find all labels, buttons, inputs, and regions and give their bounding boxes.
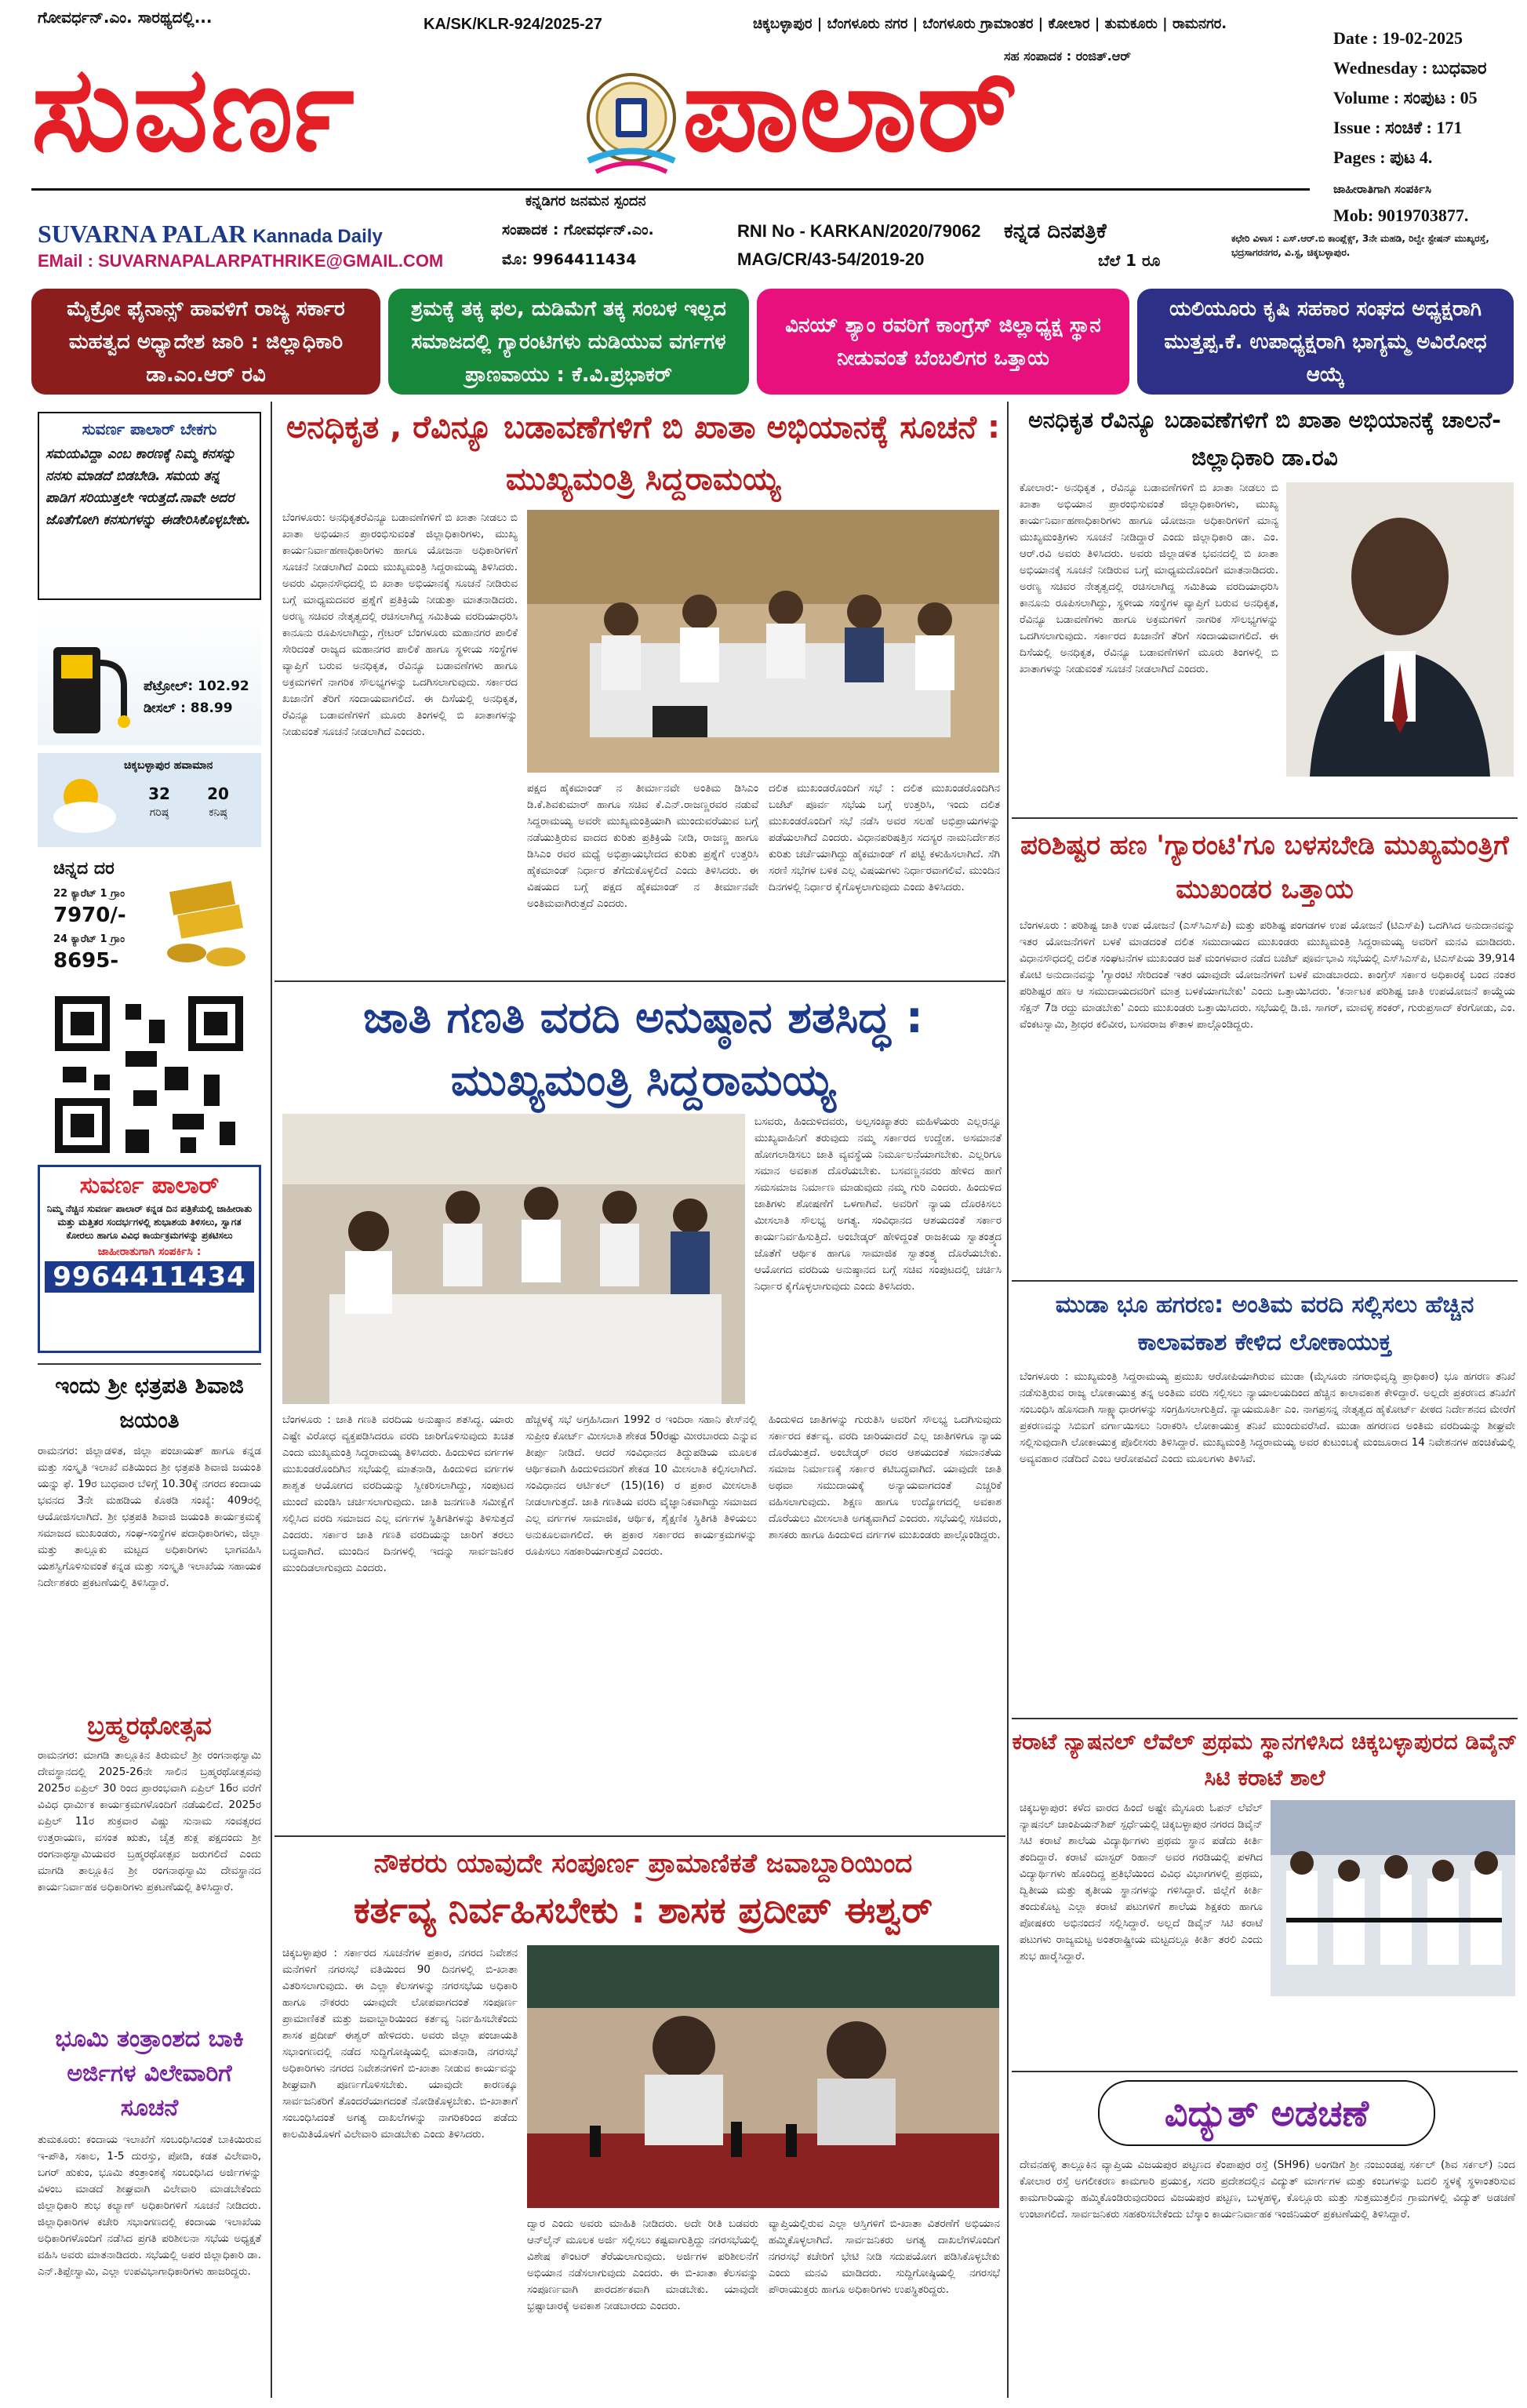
caste-column-1: ಬೆಂಗಳೂರು : ಜಾತಿ ಗಣತಿ ವರದಿಯ ಅನುಷ್ಠಾನ ಶತಸಿದ್ಧ. ಯಾರು ಎಷ್ಟೇ ವಿರೋಧ ವ್ಯಕ್ತಪಡಿಸಿದರೂ ವರದಿ ಜಾರಿಗೊಳಿಸುವುದು ಖಚಿತ ಎಂದು ಮುಖ್ಯಮಂತ್ರಿ ಸಿದ್ದರಾಮಯ್ಯ ತಿಳಿಸಿದರು. ಹಿಂದುಳಿದ ವರ್ಗಗಳ ಮುಖಂಡರೊಂದಿಗಿನ ಸಭೆಯಲ್ಲಿ ಮಾತನಾಡಿ, ಹಿಂದುಳಿದ ವರ್ಗಗಳ ಶಾಶ್ವತ ಆಯೋಗದ ವರದಿಯನ್ನು ಸ್ವೀಕರಿಸಲಾಗಿದ್ದು, ಸಂಪುಟದ ಮುಂದೆ ಮಂಡಿಸಿ ಚರ್ಚಿಸಲಾಗುವುದು. ಜಾತಿ ಜನಗಣತಿ ಸಮೀಕ್ಷೆಗೆ ಸಲ್ಲಿಸಿದ ವರದಿ ಸಮಾಜದ ಎಲ್ಲ ವರ್ಗಗಳ ಸ್ಥಿತಿಗತಿಗಳನ್ನು ತಿಳಿಸುತ್ತದೆ ಎಂದರು. ಸರ್ಕಾರ ಜಾತಿ ಗಣತಿ ವರದಿಯನ್ನು ಜಾರಿಗೆ ತರಲು ಬದ್ಧವಾಗಿದೆ. ಮುಂದಿನ ದಿನಗಳಲ್ಲಿ ಇದನ್ನು ಸಾರ್ವಜನಿಕರ ಮುಂದಿಡಲಾಗುವುದು ಎಂದರು. (282, 1413, 514, 1574)
masthead-title-left: ಸುವರ್ಣ (31, 42, 356, 178)
ad-contact-note: ಜಾಹೀರಾತಿಗಾಗಿ ಸಂಪರ್ಕಿಸಿ (1333, 182, 1431, 196)
naukar-column-1: ಚಿಕ್ಕಬಳ್ಳಾಪುರ : ಸರ್ಕಾರದ ಸೂಚನೆಗಳ ಪ್ರಕಾರ, ನಗರದ ನಿವೇಶನ ಮನೆಗಳಿಗೆ ನಗರಸಭೆ ವತಿಯಿಂದ 90 ದಿನಗಳಲ್ಲಿ ಬಿ-ಖಾತಾ ವಿತರಿಸಲಾಗುವುದು. ಈ ಎಲ್ಲಾ ಕೆಲಸಗಳನ್ನು ನಗರಸಭೆಯ ಅಧಿಕಾರಿ ಹಾಗೂ ನೌಕರರು ಯಾವುದೇ ಲೋಪವಾಗದಂತೆ ಸಂಪೂರ್ಣ ಪ್ರಾಮಾಣಿಕತೆ ಮತ್ತು ಜವಾಬ್ದಾರಿಯಿಂದ ಕರ್ತವ್ಯ ನಿರ್ವಹಿಸಬೇಕೆಂದು ಶಾಸಕ ಪ್ರದೀಪ್ ಈಶ್ವರ್ ಹೇಳಿದರು. ಅವರು ಜಿಲ್ಲಾ ಪಂಚಾಯತಿ ಸಭಾಂಗಣದಲ್ಲಿ ನಡೆದ ಸುದ್ದಿಗೋಷ್ಠಿಯಲ್ಲಿ ಮಾತನಾಡಿ, ನಗರಸಭೆ ಅಧಿಕಾರಿಗಳು ನಗರದ ನಿವೇಶನಗಳಿಗೆ ಬಿ-ಖಾತಾ ನೀಡುವ ಕಾರ್ಯವನ್ನು ಶೀಘ್ರವಾಗಿ ಪೂರ್ಣಗೊಳಿಸಬೇಕು. ಯಾವುದೇ ಕಾರಣಕ್ಕೂ ಸಾರ್ವಜನಿಕರಿಗೆ ತೊಂದರೆಯಾಗದಂತೆ ನೋಡಿಕೊಳ್ಳಬೇಕು. ಬಿ-ಖಾತಾಗೆ ಸಂಬಂಧಿಸಿದಂತೆ ಅಗತ್ಯ ದಾಖಲೆಗಳನ್ನು ನಾಗರಿಕರಿಂದ ಪಡೆದು ಕಾಲಮಿತಿಯೊಳಗೆ ವಿಲೇವಾರಿ ಮಾಡಬೇಕು ಎಂದು ತಿಳಿಸಿದರು. (282, 1947, 518, 2141)
brand-english-sub: Kannada Daily (253, 226, 383, 247)
right-story-5-text: ದೇವನಹಳ್ಳಿ ತಾಲ್ಲೂಕಿನ ವ್ಯಾಪ್ತಿಯ ವಿಜಯಪುರ ಪಟ್ಟಣದ ಕೆಂಪಾಪುರ ರಸ್ತೆ (SH96) ಅಂಗಡಿಗೆ ಶ್ರೀ ನಂಜುಂಡಪ್ಪ ಸರ್ಕಲ್ (ಶಿವ ಸರ್ಕಲ್) ನಿಂದ ಕೋಲಾರ ರಸ್ತೆ ಅಗಲೀಕರಣ ಕಾಮಗಾರಿ ಪ್ರಯುಕ್ತ, ಸದರಿ ಪ್ರದೇಶದಲ್ಲಿನ ವಿದ್ಯುತ್ ಮಾರ್ಗಗಳ ಮತ್ತು ಕಂಬಗಳನ್ನು ಬದಲಿ ಸ್ಥಳಕ್ಕೆ ಸ್ಥಳಾಂತರಿಸುವ ಕಾಮಗಾರಿಯನ್ನು ಹಮ್ಮಿಕೊಂಡಿರುವುದರಿಂದ ವಿಜಯಪುರ ಪಟ್ಟಣ, ಬುಳ್ಳಹಳ್ಳಿ, ಕೊಲ್ಲೂರು ಮತ್ತು ಸುತ್ತಮುತ್ತಲಿನ ಗ್ರಾಮಗಳಲ್ಲಿ ವಿದ್ಯುತ್ ಅಡಚಣೆ ಉಂಟಾಗಲಿದೆ. ಸಾರ್ವಜನಿಕರು ಸಹಕರಿಸಬೇಕೆಂದು ಬೆಸ್ಕಾಂ ಕಾರ್ಯನಿರ್ವಾಹಕ ಇಂಜಿನಿಯರ್ ಪ್ರಕಟಣೆಯಲ್ಲಿ ತಿಳಿಸಿದ್ದಾರೆ. (1020, 2159, 1515, 2221)
gold-coins-icon (155, 863, 257, 973)
issue-date: Date : 19-02-2025 (1333, 28, 1463, 48)
lead-column-1: ಬೆಂಗಳೂರು: ಅನಧಿಕೃತರೆವಿನ್ಯೂ ಬಡಾವಣೆಗಳಿಗೆ ಬಿ ಖಾತಾ ನೀಡಲು ಬಿ ಖಾತಾ ಅಭಿಯಾನ ಪ್ರಾರಂಭಿಸುವಂತೆ ಜಿಲ್ಲಾಧಿಕಾರಿಗಳು, ಮುಖ್ಯ ಕಾರ್ಯನಿರ್ವಾಹಣಾಧಿಕಾರಿಗಳು ಹಾಗೂ ಯೋಜನಾ ಅಧಿಕಾರಿಗಳಿಗೆ ಸೂಚನೆ ನೀಡಲಾಗಿದೆ ಎಂದು ಮುಖ್ಯಮಂತ್ರಿ ಸಿದ್ದರಾಮಯ್ಯ ತಿಳಿಸಿದರು. ಅವರು ವಿಧಾನಸೌಧದಲ್ಲಿ ಬಿ ಖಾತಾ ಅಭಿಯಾನಕ್ಕೆ ಸೂಚನೆ ನೀಡಿರುವ ಬಗ್ಗೆ ಮಾಧ್ಯಮದವರ ಪ್ರಶ್ನೆಗೆ ಪ್ರತಿಕ್ರಿಯೆ ನೀಡುತ್ತಾ ಮಾತನಾಡಿದರು. ಅರಣ್ಯ ಸಚಿವರ ನೇತೃತ್ವದಲ್ಲಿ ರಚಿಸಲಾಗಿದ್ದ ಸಮಿತಿಯ ವರದಿಯಾಧರಿಸಿ ಕಾನೂನು ರೂಪಿಸಲಾಗಿದ್ದು, ಗ್ರೇಟರ್ ಬೆಂಗಳೂರು ಮಹಾನಗರ ಪಾಲಿಕೆ ಸೇರಿದಂತೆ ರಾಜ್ಯದ ಮಹಾನಗರ ಪಾಲಿಕೆ ಹಾಗೂ ಸ್ಥಳೀಯ ಸಂಸ್ಥೆಗಳ ವ್ಯಾಪ್ತಿಗೆ ಬರುವ ಅನಧಿಕೃತ, ರೆವಿನ್ಯೂ ಬಡಾವಣೆಗಳು ಹಾಗೂ ಅಕ್ರಮಗಳಿಗೆ ನಾಗರಿಕ ಸೌಲಭ್ಯಗಳನ್ನು ಒದಗಿಸಲಾಗುವುದು. ಸರ್ಕಾರದ ಖಜಾನೆಗೆ ತೆರಿಗೆ ಸಂದಾಯವಾಗಲಿದೆ. ಈ ದಿಸೆಯಲ್ಲಿ ಅನಧಿಕೃತ, ರೆವಿನ್ಯೂ ಬಡಾವಣೆಗಳಿಗೆ ಮೂರು ತಿಂಗಳಲ್ಲಿ ಬಿ ಖಾತಾಗಳನ್ನು ನೀಡುವಂತೆ ಸೂಚನೆ ನೀಡಲಾಗಿದೆ ಎಂದರು. (282, 511, 518, 738)
emblem-icon (573, 67, 690, 184)
right-story-5-headline: ವಿದ್ಯುತ್ ಅಡಚಣೆ (1098, 2080, 1435, 2146)
gold-22k-value: 7970/- (53, 904, 126, 927)
notice-body: ಸಮಯವಿದ್ದಾ ಎಂಬ ಕಾರಣಕ್ಕೆ ನಿಮ್ಮ ಕನಸನ್ನು ನನಸು ಮಾಡದೆ ಬಿಡಬೇಡಿ. ಸಮಯ ತನ್ನ ಪಾಡಿಗ ಸರಿಯುತ್ತಲೇ ಇರುತ್ತದೆ.ನಾವೇ ಅದರ ಜೊತೆಗೋಗಿ ಕನಸುಗಳನ್ನು ಈಡೇರಿಸಿಕೊಳ್ಳಬೇಕು. (45, 446, 251, 528)
caste-column-right: ಬಸವರು, ಹಿಂದುಳಿದವರು, ಅಲ್ಪಸಂಖ್ಯಾತರು ಮಹಿಳೆಯರು ಎಲ್ಲರನ್ನೂ ಮುಖ್ಯವಾಹಿನಿಗೆ ತರುವುದು ನಮ್ಮ ಸರ್ಕಾರದ ಉದ್ದೇಶ. ಅಸಮಾನತೆ ಹೋಗಲಾಡಿಸಲು ಜಾತಿ ವ್ಯವಸ್ಥೆಯ ನಿರ್ಮೂಲನೆಯಾಗಬೇಕು. ಎಲ್ಲರಿಗೂ ಸಮಾನ ಅವಕಾಶ ದೊರೆಯಬೇಕು. ಬಸವಣ್ಣನವರು ಹೇಳಿದ ಹಾಗೆ ಸಮಸಮಾಜ ನಿರ್ಮಾಣ ಮಾಡುವುದು ನಮ್ಮ ಗುರಿ ಎಂದರು. ಹಿಂದುಳಿದ ಜಾತಿಗಳು ಶೋಷಣೆಗೆ ಒಳಗಾಗಿವೆ. ಅವರಿಗೆ ನ್ಯಾಯ ದೊರಕಿಸಲು ಮೀಸಲಾತಿ ಸೌಲಭ್ಯ ಅಗತ್ಯ. ಸಂವಿಧಾನದ ಆಶಯದಂತೆ ಸರ್ಕಾರ ಕಾರ್ಯನಿರ್ವಹಿಸುತ್ತಿದೆ. ಅಂಬೇಡ್ಕರ್ ಹೇಳಿದ್ದಂತೆ ರಾಜಕೀಯ ಸ್ವಾತಂತ್ರ್ಯದ ಜೊತೆಗೆ ಆರ್ಥಿಕ ಹಾಗೂ ಸಾಮಾಜಿಕ ಸ್ವಾತಂತ್ರ್ಯ ದೊರೆಯಬೇಕು. ಆಯೋಗದ ವರದಿಯ ಅನುಷ್ಠಾನದ ಬಗ್ಗೆ ಸಚಿವ ಸಂಪುಟದಲ್ಲಿ ಚರ್ಚಿಸಿ ನಿರ್ಧಾರ ಕೈಗೊಳ್ಳಲಾಗುವುದು ಎಂದು ತಿಳಿಸಿದರು. (754, 1115, 1002, 1293)
qr-code-icon[interactable] (47, 988, 251, 1161)
brahma-article: ರಾಮನಗರ: ಮಾಗಡಿ ತಾಲ್ಲೂಕಿನ ತಿರುಮಲೆ ಶ್ರೀ ರಂಗನಾಥಸ್ವಾಮಿ ದೇವಸ್ಥಾನದಲ್ಲಿ 2025-26ನೇ ಸಾಲಿನ ಬ್ರಹ್ಮರಥೋತ್ಸವವು 2025ರ ಏಪ್ರಿಲ್ 30 ರಿಂದ ಪ್ರಾರಂಭವಾಗಿ ಏಪ್ರಿಲ್ 16ರ ವರೆಗೆ ವಿವಿಧ ಧಾರ್ಮಿಕ ಕಾರ್ಯಕ್ರಮಗಳೊಂದಿಗೆ ನಡೆಯಲಿದೆ. 2025ರ ಏಪ್ರಿಲ್ 11ರ ಶುಕ್ರವಾರ ವಿಷ್ಣು ಸುನಾಮ ಸಂವತ್ಸರದ ಉತ್ತರಾಯಣ, ವಸಂತ ಋತು, ಚೈತ್ರ ಶುಕ್ಲ ಪಕ್ಷದಂದು ಶ್ರೀ ರಂಗನಾಥಸ್ವಾಮಿಯವರ ಬ್ರಹ್ಮರಥೋತ್ಸವ ಜರುಗಲಿದೆ ಎಂದು ಮಾಗಡಿ ತಾಲ್ಲೂಕಿನ ಶ್ರೀ ರಂಗನಾಥಸ್ವಾಮಿ ದೇವಸ್ಥಾನದ ಕಾರ್ಯನಿರ್ವಾಹಕ ಅಧಿಕಾರಿಗಳು ಪ್ರಕಟಣೆಯಲ್ಲಿ ತಿಳಿಸಿದ್ದಾರೆ. (38, 1749, 261, 1893)
ad-mobile: Mob: 9019703877. (1333, 206, 1469, 225)
price-label: ಬೆಲೆ 1 ರೂ (1098, 251, 1161, 270)
brahma-headline: ಬ್ರಹ್ಮರಥೋತ್ಸವ (87, 1711, 212, 1741)
gold-22k-label: 22 ಕ್ಯಾರೆಟ್ 1 ಗ್ರಾಂ (53, 888, 125, 900)
weather-title: ಚಿಕ್ಕಬಳ್ಳಾಪುರ ಹವಾಮಾನ (124, 759, 213, 772)
lead-meeting-photo (527, 510, 999, 773)
mag-number: MAG/CR/43-54/2019-20 (737, 249, 925, 269)
banner-congress[interactable]: ವಿನಯ್ ಶ್ಯಾಂ ರವರಿಗೆ ಕಾಂಗ್ರೆಸ್ ಜಿಲ್ಲಾಧ್ಯಕ್ಷ ಸ್ಥಾನ ನೀಡುವಂತೆ ಬೆಂಬಲಿಗರ ಒತ್ತಾಯ (757, 289, 1129, 395)
weather-min: 20 (207, 784, 229, 803)
column-rule-right (1007, 402, 1009, 2398)
naukar-headline (274, 1843, 1012, 1936)
right-rule-3 (1012, 1718, 1518, 1719)
advertisement-box (38, 1165, 261, 1353)
naukar-column-2: ದ್ವಾರ ಎಂದು ಅವರು ಮಾಹಿತಿ ನೀಡಿದರು. ಅದೇ ರೀತಿ ಬಡವರು ಆನ್‌ಲೈನ್ ಮೂಲಕ ಅರ್ಜಿ ಸಲ್ಲಿಸಲು ಕಷ್ಟವಾಗುತ್ತಿದ್ದು ನಗರಸಭೆಯಲ್ಲಿ ವಿಶೇಷ ಕೌಂಟರ್ ತೆರೆಯಲಾಗುವುದು. ಅರ್ಜಿಗಳ ಪರಿಶೀಲನೆಗೆ ಅಭಿಯಾನ ನಡೆಸಲಾಗುವುದು ಎಂದರು. ಈ ಬಿ-ಖಾತಾ ಕೆಲಸವನ್ನು ಸಂಪೂರ್ಣವಾಗಿ ಪಾರದರ್ಶಕವಾಗಿ ಮಾಡಬೇಕು. ಯಾವುದೇ ಭ್ರಷ್ಟಾಚಾರಕ್ಕೆ ಅವಕಾಶ ನೀಡಬಾರದು ಎಂದರು. (527, 2217, 758, 2312)
lead-column-3: ದಲಿತ ಮುಖಂಡರೊಂದಿಗೆ ಸಭೆ : ದಲಿತ ಮುಖಂಡರೊಂದಿಗಿನ ಬಜೆಟ್ ಪೂರ್ವ ಸಭೆಯ ಬಗ್ಗೆ ಉತ್ತರಿಸಿ, ಇಂದು ದಲಿತ ಮುಖಂಡರೊಂದಿಗೆ ಸಭೆ ನಡೆಸಿ ಅವರ ಸಲಹೆ ಅಭಿಪ್ರಾಯಗಳನ್ನು ಪಡೆಯಲಾಗಿದೆ ಎಂದರು. ವಿಧಾನಪರಿಷತ್ತಿನ ಸದಸ್ಯರ ನಾಮನಿರ್ದೇಶನ ಕುರಿತು ಚರ್ಚೆಯಾಗಿದ್ದು ಹೈಕಮಾಂಡ್ ಗೆ ಪಟ್ಟಿ ಕಳುಹಿಸಲಾಗಿದೆ. ಸೆಗಿ ಸರಣಿ ಸಭೆಗಳ ಬಳಿಕ ಎಲ್ಲ ವಿಷಯಗಳು ನಿರ್ಧಾರವಾಗಲಿವೆ. ಮುಂದಿನ ದಿನಗಳಲ್ಲಿ ನಿರ್ಧಾರ ಕೈಗೊಳ್ಳಲಾಗುವುದು ಎಂದು ತಿಳಿಸಿದರು. (769, 782, 1000, 893)
bhoomi-article: ತುಮಕೂರು: ಕಂದಾಯ ಇಲಾಖೆಗೆ ಸಂಬಂಧಿಸಿದಂತೆ ಬಾಕಿಯಿರುವ ಇ-ಪೌತಿ, ಸಕಾಲ, 1-5 ದುರಸ್ತು, ಪೋಡಿ, ಕಡತ ವಿಲೇವಾರಿ, ಬಗರ್ ಹುಕುಂ, ಭೂಮಿ ತಂತ್ರಾಂಶಕ್ಕೆ ಸಂಬಂಧಿಸಿದ ಅರ್ಜಿಗಳನ್ನು ವಿಳಂಬ ಮಾಡದೆ ಶೀಘ್ರವಾಗಿ ವಿಲೇವಾರಿ ಮಾಡಬೇಕೆಂದು ಜಿಲ್ಲಾಧಿಕಾರಿ ಶುಭ ಕಲ್ಯಾಣ್ ಅಧಿಕಾರಿಗಳಿಗೆ ಸೂಚನೆ ನೀಡಿದರು. ಜಿಲ್ಲಾಧಿಕಾರಿಗಳ ಕಚೇರಿ ಸಭಾಂಗಣದಲ್ಲಿ ಕಂದಾಯ ಇಲಾಖೆಯ ಅಧಿಕಾರಿಗಳೊಂದಿಗೆ ನಡೆಸಿದ ಪ್ರಗತಿ ಪರಿಶೀಲನಾ ಸಭೆಯ ಅಧ್ಯಕ್ಷತೆ ವಹಿಸಿ ಅವರು ಮಾತನಾಡಿದರು. ಸಭೆಯಲ್ಲಿ ಅಪರ ಜಿಲ್ಲಾಧಿಕಾರಿ ಡಾ. ಎನ್.ತಿಪ್ಪೇಸ್ವಾಮಿ, ಎಲ್ಲಾ ಉಪವಿಭಾಗಾಧಿಕಾರಿಗಳು ಹಾಜರಿದ್ದರು. (38, 2133, 261, 2278)
kannada-daily-label: ಕನ್ನಡ ದಿನಪತ್ರಿಕೆ (1004, 220, 1107, 243)
fuel-price-box (38, 608, 261, 745)
right-story-3-text: ಬೆಂಗಳೂರು : ಮುಖ್ಯಮಂತ್ರಿ ಸಿದ್ದರಾಮಯ್ಯ ಪ್ರಮುಖ ಆರೋಪಿಯಾಗಿರುವ ಮುಡಾ (ಮೈಸೂರು ನಗರಾಭಿವೃದ್ಧಿ ಪ್ರಾಧಿಕಾರ) ಭೂ ಹಗರಣ ತನಿಖೆ ನಡೆಸುತ್ತಿರುವ ರಾಜ್ಯ ಲೋಕಾಯುಕ್ತ ತನ್ನ ಅಂತಿಮ ವರದಿ ಸಲ್ಲಿಸಲು ನ್ಯಾಯಾಲಯದಿಂದ ಹೆಚ್ಚಿನ ಕಾಲಾವಕಾಶ ಕೇಳಿದ್ದಾರೆ. ಅಲ್ಲದೇ ಪ್ರಕರಣದ ತನಿಖೆಗೆ ಸಂಬಂಧಿಸಿ ಹೊಸದಾಗಿ ಸಾಕ್ಷ್ಯಾಧಾರಗಳನ್ನು ಸಂಗ್ರಹಿಸಲಾಗುತ್ತಿದೆ. ನ್ಯಾಯಮೂರ್ತಿ ಎಂ. ನಾಗಪ್ರಸನ್ನ ನೇತೃತ್ವದ ಹೈಕೋರ್ಟ್ ಪೀಠದ ನಿರ್ದೇಶನದ ಮೇರೆಗೆ ಪ್ರಕರಣವನ್ನು ಸಿಬಿಐಗೆ ವರ್ಗಾಯಿಸಲು ನಿರಾಕರಿಸಿ ಲೋಕಾಯುಕ್ತ ತನಿಖೆ ಮುಂದುವರೆಸಿದೆ. ಮುಡಾ ಹಗರಣದ ಅಂತಿಮ ವರದಿಯನ್ನು ಶೀಘ್ರವೇ ಸಲ್ಲಿಸುವುದಾಗಿ ಲೋಕಾಯುಕ್ತ ಪೊಲೀಸರು ತಿಳಿಸಿದ್ದಾರೆ. ಮುಖ್ಯಮಂತ್ರಿ ಸಿದ್ದರಾಮಯ್ಯ ಅವರ ಕುಟುಂಬಕ್ಕೆ ಮಂಜೂರಾದ 14 ನಿವೇಶನಗಳ ಹಂಚಿಕೆಯಲ್ಲಿ ಅವ್ಯವಹಾರ ನಡೆದಿದೆ ಎಂಬ ಆರೋಪವಿದೆ ಎಂದು ಮೂಲಗಳು ತಿಳಿಸಿವೆ. (1020, 1370, 1515, 1465)
editor-name: ಸಂಪಾದಕ : ಗೋವರ್ಧನ್.ಎಂ. (502, 221, 654, 238)
issue-volume: Volume : ಸಂಪುಟ : 05 (1333, 88, 1478, 107)
co-editor: ಸಹ ಸಂಪಾದಕ : ರಂಜಿತ್.ಆರ್ (1004, 49, 1131, 64)
registration-number: KA/SK/KLR-924/2025-27 (424, 16, 602, 33)
column-rule-left (271, 402, 272, 2398)
issue-pages: Pages : ಪುಟ 4. (1333, 147, 1433, 167)
banner-microfinance[interactable]: ಮೈಕ್ರೋ ಫೈನಾನ್ಸ್ ಹಾವಳಿಗೆ ರಾಜ್ಯ ಸರ್ಕಾರ ಮಹತ್ವದ ಅಧ್ಯಾದೇಶ ಜಾರಿ : ಜಿಲ್ಲಾಧಿಕಾರಿ ಡಾ.ಎಂ.ಆರ್ ರವಿ (31, 289, 380, 395)
caste-headline: ಜಾತಿ ಗಣತಿ ವರದಿ ಅನುಷ್ಠಾನ ಶತಸಿದ್ಧ : ಮುಖ್ಯಮಂತ್ರಿ ಸಿದ್ದರಾಮಯ್ಯ (362, 992, 924, 1106)
email-link[interactable]: EMail : SUVARNAPALARPATHRIKE@GMAIL.COM (38, 251, 444, 271)
banner-guarantee[interactable]: ಶ್ರಮಕ್ಕೆ ತಕ್ಕ ಫಲ, ದುಡಿಮೆಗೆ ತಕ್ಕ ಸಂಬಳ ಇಲ್ಲದ ಸಮಾಜದಲ್ಲಿ ಗ್ಯಾರಂಟಿಗಳು ದುಡಿಯುವ ವರ್ಗಗಳ ಪ್ರಾಣವಾಯು : ಕೆ.ವಿ.ಪ್ರಭಾಕರ್ (388, 289, 749, 395)
masthead-rule (31, 188, 1310, 191)
weather-max-label: ಗರಿಷ್ಠ (149, 806, 169, 819)
notice-box (38, 412, 261, 600)
petrol-price: ಪೆಟ್ರೋಲ್: 102.92 (144, 678, 249, 694)
collector-portrait (1286, 482, 1514, 777)
lead-headline: ಅನಧಿಕೃತ , ರೆವಿನ್ಯೂ ಬಡಾವಣೆಗಳಿಗೆ ಬಿ ಖಾತಾ ಅಭಿಯಾನಕ್ಕೆ ಸೂಚನೆ : ಮುಖ್ಯಮಂತ್ರಿ ಸಿದ್ದರಾಮಯ್ಯ (285, 409, 1001, 497)
issue-day: Wednesday : ಬುಧವಾರ (1333, 58, 1487, 78)
ad-contact-label: ಜಾಹೀರಾತುಗಾಗಿ ಸಂಪರ್ಕಿಸಿ : (97, 1246, 202, 1258)
ad-body: ನಿಮ್ಮ ನೆಚ್ಚಿನ ಸುವರ್ಣ ಪಾಲಾರ್ ಕನ್ನಡ ದಿನ ಪತ್ರಿಕೆಯಲ್ಲಿ ಜಾಹೀರಾತು ಮತ್ತು ಮತ್ತಿತರ ಸಂದರ್ಭಗಳಲ್ಲಿ ಶುಭಾಶಯ ತಿಳಿಸಲು, ಸ್ವಾಗತ ಕೋರಲು ಹಾಗೂ ವಿವಿಧ ಕಾರ್ಯಕ್ರಮಗಳನ್ನು ಪ್ರಕಟಿಸಲು (46, 1203, 253, 1241)
naukar-headline-line-1: ನೌಕರರು ಯಾವುದೇ ಸಂಪೂರ್ಣ ಪ್ರಾಮಾಣಿಕತೆ ಜವಾಬ್ದಾರಿಯಿಂದ (373, 1848, 913, 1879)
left-rule-1 (38, 1363, 261, 1365)
masthead-title-right: ಪಾಲಾರ್ (682, 42, 1018, 178)
section-rule-2 (274, 1835, 1005, 1837)
right-story-2-text: ಬೆಂಗಳೂರು : ಪರಿಶಿಷ್ಟ ಜಾತಿ ಉಪ ಯೋಜನೆ (ಎಸ್‌ಸಿಎಸ್‌ಪಿ) ಮತ್ತು ಪರಿಶಿಷ್ಟ ಪಂಗಡಗಳ ಉಪ ಯೋಜನೆ (ಟಿಎಸ್‌ಪಿ) ಒದಗಿಸಿದ ಅನುದಾನವನ್ನು ಇತರ ಯೋಜನೆಗಳಿಗೆ ಬಳಕೆ ಮಾಡದಂತೆ ದಲಿತ ಸಮುದಾಯದ ಮುಖಂಡರು ಮುಖ್ಯಮಂತ್ರಿ ಸಿದ್ದರಾಮಯ್ಯ ಅವರಿಗೆ ಮನವಿ ಮಾಡಿದರು. ವಿಧಾನಸೌಧದಲ್ಲಿ ದಲಿತ ಸಂಘಟನೆಗಳ ಮುಖಂಡರ ಜತೆ ಮಂಗಳವಾರ ನಡೆದ ಬಜೆಟ್ ಪೂರ್ವಭಾವಿ ಸಭೆಯಲ್ಲಿ ಎಸ್‌ಸಿಎಸ್‌ಪಿ, ಟಿಎಸ್‌ಪಿಯ 39,914 ಕೋಟಿ ಅನುದಾನವನ್ನು 'ಗ್ಯಾರಂಟಿ ಸೇರಿದಂತೆ ಇತರ ಯಾವುದೇ ಯೋಜನೆಗಳಿಗೆ ಬಳಕೆ ಮಾಡಬಾರದು. ಕಾಂಗ್ರೆಸ್ ಸರ್ಕಾರ ಅಧಿಕಾರಕ್ಕೆ ಬಂದ ನಂತರ ಪರಿಶಿಷ್ಟರ ಹಣ ಆ ಸಮುದಾಯದವರಿಗೆ ಮಾತ್ರ ಬಳಕೆಯಾಗಬೇಕು' ಎಂದು ಒತ್ತಾಯಿಸಿದರು. 'ಕರ್ನಾಟಕ ಪರಿಶಿಷ್ಟ ಜಾತಿ ಉಪಯೋಜನೆ ಕಾಯ್ದೆಯ ಸೆಕ್ಷನ್ 7ಡಿ ರದ್ದು ಮಾಡಬೇಕು' ಎಂದು ಮುಖಂಡರು ಒತ್ತಾಯಿಸಿದರು. ಸಭೆಯಲ್ಲಿ ಡಿ.ಜಿ. ಸಾಗರ್, ಮಾವಳ್ಳಿ ಶಂಕರ್, ಗುರುಪ್ರಸಾದ್ ಕೆರಗೋಡು, ಎಂ. ವೆಂಕಟಸ್ವಾಮಿ, ಶ್ರೀಧರ ಕಲಿವೀರ, ಬಸವರಾಜ ಕೌತಾಳ ಪಾಲ್ಗೊಂಡಿದ್ದರು. (1020, 919, 1515, 1031)
naukar-headline-line-2: ಕರ್ತವ್ಯ ನಿರ್ವಹಿಸಬೇಕು : ಶಾಸಕ ಪ್ರದೀಪ್ ಈಶ್ವರ್ (353, 1889, 933, 1931)
right-story-2-headline: ಪರಿಶಿಷ್ಟರ ಹಣ 'ಗ್ಯಾರಂಟಿ'ಗೂ ಬಳಸಬೇಡಿ ಮುಖ್ಯಮಂತ್ರಿಗೆ ಮುಖಂಡರ ಒತ್ತಾಯ (1020, 830, 1509, 905)
gold-24k-label: 24 ಕ್ಯಾರೆಟ್ 1 ಗ್ರಾಂ (53, 933, 125, 945)
right-story-3-headline: ಮುಡಾ ಭೂ ಹಗರಣ: ಅಂತಿಮ ವರದಿ ಸಲ್ಲಿಸಲು ಹೆಚ್ಚಿನ ಕಾಲಾವಕಾಶ ಕೇಳಿದ ಲೋಕಾಯುಕ್ತ (1055, 1291, 1474, 1356)
weather-max: 32 (148, 784, 170, 803)
editor-phone: ಮೊ: 9964411434 (502, 251, 637, 268)
weather-box (38, 753, 261, 847)
gold-24k-value: 8695- (53, 949, 119, 973)
issue-number: Issue : ಸಂಚಿಕೆ : 171 (1333, 118, 1463, 137)
bhoomi-headline: ಭೂಮಿ ತಂತ್ರಾಂಶದ ಬಾಕಿ ಅರ್ಜಿಗಳ ವಿಲೇವಾರಿಗೆ ಸೂಚನೆ (55, 2025, 244, 2122)
ad-phone-number[interactable]: 9964411434 (45, 1261, 254, 1293)
naukar-press-photo (527, 1945, 999, 2208)
right-story-4-text: ಚಿಕ್ಕಬಳ್ಳಾಪುರ: ಕಳೆದ ವಾರದ ಹಿಂದೆ ಅಷ್ಟೇ ಮೈಸೂರು ಓಪನ್ ಲೆವೆಲ್ ನ್ಯಾಷನಲ್ ಚಾಂಪಿಯನ್‌ಶಿಪ್ ಸ್ಪರ್ಧೆಯಲ್ಲಿ ಚಿಕ್ಕಬಳ್ಳಾಪುರ ನಗರದ ಡಿವೈನ್ ಸಿಟಿ ಕರಾಟೆ ಶಾಲೆಯ ವಿದ್ಯಾರ್ಥಿಗಳು ಪ್ರಥಮ ಸ್ಥಾನ ಪಡೆದು ಕೀರ್ತಿ ತಂದಿದ್ದಾರೆ. ಕರಾಟೆ ಮಾಸ್ಟರ್ ರಿಹಾನ್ ಅವರ ಗರಡಿಯಲ್ಲಿ ಪಳಗಿದ ವಿದ್ಯಾರ್ಥಿಗಳು ಹೊಂದಿದ್ದ ಪ್ರತಿಭೆಯಿಂದ ವಿವಿಧ ವಿಭಾಗಗಳಲ್ಲಿ ಪ್ರಥಮ, ದ್ವಿತೀಯ ಮತ್ತು ತೃತೀಯ ಸ್ಥಾನಗಳನ್ನು ಗಳಿಸಿದ್ದಾರೆ. ಜಿಲ್ಲೆಗೆ ಕೀರ್ತಿ ತಂದುಕೊಟ್ಟ ಎಲ್ಲಾ ಕರಾಟೆ ಪಟುಗಳಿಗೆ ಶಾಲೆಯ ಶಿಕ್ಷಕರು ಹಾಗೂ ಪೋಷಕರು ಅಭಿನಂದನೆ ಸಲ್ಲಿಸಿದ್ದಾರೆ. ಅಲ್ಲದೆ ಡಿವೈನ್ ಸಿಟಿ ಕರಾಟೆ ಪಟುಗಳು ರಾಜ್ಯಮಟ್ಟ ಅಂತರಾಷ್ಟ್ರೀಯ ಮಟ್ಟದಲ್ಲೂ ಕೀರ್ತಿ ತರಲಿ ಎಂದು ಶುಭ ಹಾರೈಸಿದ್ದಾರೆ. (1020, 1802, 1263, 1962)
naukar-column-3: ವ್ಯಾಪ್ತಿಯಲ್ಲಿರುವ ಎಲ್ಲಾ ಆಸ್ತಿಗಳಿಗೆ ಬಿ-ಖಾತಾ ವಿತರಣೆಗೆ ಅಭಿಯಾನ ಹಮ್ಮಿಕೊಳ್ಳಲಾಗಿದೆ. ಸಾರ್ವಜನಿಕರು ಅಗತ್ಯ ದಾಖಲೆಗಳೊಂದಿಗೆ ನಗರಸಭೆ ಕಚೇರಿಗೆ ಭೇಟಿ ನೀಡಿ ಸದುಪಯೋಗ ಪಡಿಸಿಕೊಳ್ಳಬೇಕು ಎಂದು ಮನವಿ ಮಾಡಿದರು. ಸುದ್ದಿಗೋಷ್ಠಿಯಲ್ಲಿ ನಗರಸಭೆ ಪೌರಾಯುಕ್ತರು ಹಾಗೂ ಅಧಿಕಾರಿಗಳು ಉಪಸ್ಥಿತರಿದ್ದರು. (769, 2217, 1000, 2296)
shivaji-article: ರಾಮನಗರ: ಜಿಲ್ಲಾಡಳಿತ, ಜಿಲ್ಲಾ ಪಂಚಾಯತ್ ಹಾಗೂ ಕನ್ನಡ ಮತ್ತು ಸಂಸ್ಕೃತಿ ಇಲಾಖೆ ವತಿಯಿಂದ ಶ್ರೀ ಛತ್ರಪತಿ ಶಿವಾಜಿ ಜಯಂತಿ ಯನ್ನು ಫೆ. 19ರ ಬುಧವಾರ ಬೆಳಿಗ್ಗೆ 10.30ಕ್ಕೆ ನಗರದ ಕಂದಾಯ ಭವನದ 3ನೇ ಮಹಡಿಯ ಕೊಠಡಿ ಸಂಖ್ಯೆ: 409ರಲ್ಲಿ ಆಯೋಜಿಸಲಾಗಿದೆ. ಶ್ರೀ ಛತ್ರಪತಿ ಶಿವಾಜಿ ಜಯಂತಿ ಕಾರ್ಯಕ್ರಮಕ್ಕೆ ಸಮಾಜದ ಮುಖಂಡರು, ಸಂಘ-ಸಂಸ್ಥೆಗಳ ಪದಾಧಿಕಾರಿಗಳು, ಜಿಲ್ಲಾ ಮತ್ತು ತಾಲ್ಲೂಕು ಮಟ್ಟದ ಅಧಿಕಾರಿಗಳು ಭಾಗವಹಿಸಿ ಯಶಸ್ವಿಗೊಳಿಸುವಂತೆ ಕನ್ನಡ ಮತ್ತು ಸಂಸ್ಕೃತಿ ಇಲಾಖೆಯ ಸಹಾಯಕ ನಿರ್ದೇಶಕರು ಪ್ರಕಟಣೆಯಲ್ಲಿ ತಿಳಿಸಿದ್ದಾರೆ. (38, 1445, 261, 1589)
right-story-4-headline: ಕರಾಟೆ ನ್ಯಾಷನಲ್ ಲೆವೆಲ್ ಪ್ರಥಮ ಸ್ಥಾನಗಳಿಸಿದ ಚಿಕ್ಕಬಳ್ಳಾಪುರದ ಡಿವೈನ್ ಸಿಟಿ ಕರಾಟೆ ಶಾಲೆ (1012, 1729, 1518, 1791)
shivaji-headline: ಇಂದು ಶ್ರೀ ಛತ್ರಪತಿ ಶಿವಾಜಿ ಜಯಂತಿ (55, 1373, 244, 1433)
rni-number: RNI No - KARKAN/2020/79062 (737, 221, 981, 241)
banner-cooperative[interactable]: ಯಲಿಯೂರು ಕೃಷಿ ಸಹಕಾರ ಸಂಘದ ಅಧ್ಯಕ್ಷರಾಗಿ ಮುತ್ತಪ್ಪ.ಕೆ. ಉಪಾಧ್ಯಕ್ಷರಾಗಿ ಭಾಗ್ಯಮ್ಮ ಅವಿರೋಧ ಆಯ್ಕೆ (1137, 289, 1514, 395)
karate-team-photo (1271, 1800, 1515, 1996)
notice-title: ಸುವರ್ಣ ಪಾಲಾರ್ ಬೇಕಗು (82, 420, 217, 438)
weather-min-label: ಕನಿಷ್ಠ (209, 806, 227, 819)
diesel-price: ಡೀಸಲ್ : 88.99 (144, 700, 233, 716)
right-story-1-text: ಕೋಲಾರ:- ಅನಧಿಕೃತ , ರೆವಿನ್ಯೂ ಬಡಾವಣೆಗಳಿಗೆ ಬಿ ಖಾತಾ ನೀಡಲು ಬಿ ಖಾತಾ ಅಭಿಯಾನ ಪ್ರಾರಂಭಿಸುವಂತೆ ಜಿಲ್ಲಾಧಿಕಾರಿಗಳು, ಮುಖ್ಯ ಕಾರ್ಯನಿರ್ವಾಹಣಾಧಿಕಾರಿಗಳು ಹಾಗೂ ಯೋಜನಾ ಅಧಿಕಾರಿಗಳಿಗೆ ಮಾನ್ಯ ಮುಖ್ಯಮಂತ್ರಿಗಳು ಸೂಚನೆ ನೀಡಿದ್ದಾರೆ ಎಂದು ಜಿಲ್ಲಾಧಿಕಾರಿ ಡಾ. ಎಂ. ಆರ್.ರವಿ ಅವರು ತಿಳಿಸಿದರು. ಅವರು ಜಿಲ್ಲಾಡಳಿತ ಭವನದಲ್ಲಿ ಬಿ ಖಾತಾ ಅಭಿಯಾನಕ್ಕೆ ಸೂಚನೆ ನೀಡಿರುವ ಬಗ್ಗೆ ಮಾಧ್ಯಮದೊಂದಿಗೆ ಮಾತನಾಡಿದರು. ಅರಣ್ಯ ಸಚಿವರ ನೇತೃತ್ವದಲ್ಲಿ ರಚಿಸಲಾಗಿದ್ದ ಸಮಿತಿಯ ವರದಿಯಾಧರಿಸಿ ಕಾನೂನು ರೂಪಿಸಲಾಗಿದ್ದು, ಸ್ಥಳೀಯ ಸಂಸ್ಥೆಗಳ ವ್ಯಾಪ್ತಿಗೆ ಬರುವ ಅನಧಿಕೃತ, ರೆವಿನ್ಯೂ ಬಡಾವಣೆಗಳು ಹಾಗೂ ಅಕ್ರಮಗಳಿಗೆ ನಾಗರಿಕ ಸೌಲಭ್ಯಗಳನ್ನು ಒದಗಿಸಲಾಗುವುದು. ಸರ್ಕಾರದ ಖಜಾನೆಗೆ ತೆರಿಗೆ ಸಂದಾಯವಾಗಲಿದೆ. ಈ ದಿಸೆಯಲ್ಲಿ ಅನಧಿಕೃತ, ರೆವಿನ್ಯೂ ಬಡಾವಣೆಗಳಿಗೆ ಮೂರು ತಿಂಗಳಲ್ಲಿ ಬಿ ಖಾತಾಗಳನ್ನು ನೀಡುವಂತೆ ಸೂಚನೆ ನೀಡಲಾಗಿದೆ ಎಂದರು. (1020, 482, 1278, 675)
brand-english (38, 220, 383, 249)
gold-title: ಚಿನ್ನದ ದರ (53, 859, 115, 878)
date-block (1333, 24, 1522, 173)
top-left-note: ಗೋವರ್ಧನ್.ಎಂ. ಸಾರಥ್ಯದಲ್ಲಿ... (38, 8, 213, 27)
top-strip (0, 0, 1527, 47)
lead-column-2: ಪಕ್ಷದ ಹೈಕಮಾಂಡ್ ನ ತೀರ್ಮಾನವೇ ಅಂತಿಮ ಡಿಸಿಎಂ ಡಿ.ಕೆ.ಶಿವಕುಮಾರ್ ಹಾಗೂ ಸಚಿವ ಕೆ.ಎನ್.ರಾಜಣ್ಣರವರ ನಡುವೆ ಸಿದ್ದರಾಮಯ್ಯ ಅವರೇ ಮುಖ್ಯಮಂತ್ರಿಯಾಗಿ ಮುಂದುವರೆಯುವ ಬಗ್ಗೆ ನಡೆಯುತ್ತಿರುವ ವಾದದ ಕುರಿತು ಪ್ರತಿಕ್ರಿಯೆ ನೀಡಿ, ರಾಜಣ್ಣ ಹಾಗೂ ಡಿಸಿಎಂ ರವರ ಮಧ್ಯೆ ಅಭಿಪ್ರಾಯಭೇದದ ಕುರಿತು ಪ್ರಶ್ನೆಗೆ ಉತ್ತರಿಸಿ ಹೈಕಮಾಂಡ್ ನಿರ್ಧಾರ ತೆಗೆದುಕೊಳ್ಳಲಿದೆ ಎಂದು ತಿಳಿಸಿದರು. ಈ ವಿಷಯದ ಬಗ್ಗೆ ಪಕ್ಷದ ಹೈಕಮಾಂಡ್ ನ ತೀರ್ಮಾನವೇ ಅಂತಿಮವಾಗಿರುತ್ತದೆ ಎಂದರು. (527, 782, 758, 910)
caste-column-3: ಹಿಂದುಳಿದ ಜಾತಿಗಳನ್ನು ಗುರುತಿಸಿ ಅವರಿಗೆ ಸೌಲಭ್ಯ ಒದಗಿಸುವುದು ಸರ್ಕಾರದ ಕರ್ತವ್ಯ. ವರದಿ ಜಾರಿಯಾದರೆ ಎಲ್ಲ ಜಾತಿಗಳಿಗೂ ನ್ಯಾಯ ದೊರೆಯುತ್ತದೆ. ಅಂಬೇಡ್ಕರ್ ರವರ ಆಶಯದಂತೆ ಸಮಾನತೆಯ ಸಮಾಜ ನಿರ್ಮಾಣಕ್ಕೆ ಸರ್ಕಾರ ಕಟಿಬದ್ಧವಾಗಿದೆ. ಯಾವುದೇ ಜಾತಿ ಅಥವಾ ಸಮುದಾಯಕ್ಕೆ ಅನ್ಯಾಯವಾಗದಂತೆ ಎಚ್ಚರಿಕೆ ವಹಿಸಲಾಗುವುದು. ಶಿಕ್ಷಣ ಹಾಗೂ ಉದ್ಯೋಗದಲ್ಲಿ ಅವಕಾಶ ದೊರೆಯಲು ಮೀಸಲಾತಿ ಅಗತ್ಯವಾಗಿದೆ ಎಂದರು. ಸಭೆಯಲ್ಲಿ ಸಚಿವರು, ಶಾಸಕರು ಹಾಗೂ ಹಿಂದುಳಿದ ವರ್ಗಗಳ ಮುಖಂಡರು ಪಾಲ್ಗೊಂಡಿದ್ದರು. (769, 1413, 1002, 1541)
caste-meeting-photo (282, 1114, 745, 1404)
ad-title: ಸುವರ್ಣ ಪಾಲಾರ್ (79, 1172, 220, 1199)
section-rule-1 (274, 980, 1005, 982)
caste-column-2: ಹೆಚ್ಚಳಕ್ಕೆ ಸಭೆ ಅಗ್ರಹಿಸಿದಾಗ 1992 ರ ಇಂದಿರಾ ಸಹಾನಿ ಕೇಸ್‌ನಲ್ಲಿ ಸುಪ್ರೀಂ ಕೋರ್ಟ್ ಮೀಸಲಾತಿ ಶೇಕಡ 50ರಷ್ಟು ಮೀರಬಾರದು ಎನ್ನುವ ತೀರ್ಪು ನೀಡಿದೆ. ಆದರೆ ಸಂವಿಧಾನದ ತಿದ್ದುಪಡಿಯ ಮೂಲಕ ಆರ್ಥಿಕವಾಗಿ ಹಿಂದುಳಿದವರಿಗೆ ಶೇಕಡ 10 ಮೀಸಲಾತಿ ಕಲ್ಪಿಸಲಾಗಿದೆ. ಸಂವಿಧಾನದ ಆರ್ಟಿಕಲ್ (15)(16) ರ ಪ್ರಕಾರ ಮೀಸಲಾತಿ ನೀಡಲಾಗುತ್ತದೆ. ಜಾತಿ ಗಣತಿಯ ವರದಿ ವೈಜ್ಞಾನಿಕವಾಗಿದ್ದು ಸಮಾಜದ ಎಲ್ಲ ವರ್ಗಗಳ ಸಾಮಾಜಿಕ, ಆರ್ಥಿಕ, ಶೈಕ್ಷಣಿಕ ಸ್ಥಿತಿಗತಿ ತಿಳಿಯಲು ಅನುಕೂಲವಾಗಲಿದೆ. ಈ ಪ್ರಕಾರ ಸರ್ಕಾರದ ಕಾರ್ಯಕ್ರಮಗಳನ್ನು ರೂಪಿಸಲು ಸಹಕಾರಿಯಾಗುತ್ತದೆ ಎಂದರು. (525, 1413, 757, 1558)
right-rule-1 (1012, 817, 1518, 819)
brand-english-name: SUVARNA PALAR (38, 220, 247, 248)
right-rule-4 (1012, 2071, 1518, 2072)
fuel-pump-icon (45, 631, 132, 741)
covered-towns: ಚಿಕ್ಕಬಳ್ಳಾಪುರ | ಬೆಂಗಳೂರು ನಗರ | ಬೆಂಗಳೂರು ಗ್ರಾಮಾಂತರ | ಕೋಲಾರ | ತುಮಕೂರು | ರಾಮನಗರ. (753, 16, 1227, 32)
weather-cloud-icon (45, 769, 120, 839)
right-rule-2 (1012, 1280, 1518, 1282)
right-story-1-headline: ಅನಧಿಕೃತ ರೆವಿನ್ಯೂ ಬಡಾವಣೆಗಳಿಗೆ ಬಿ ಖಾತಾ ಅಭಿಯಾನಕ್ಕೆ ಚಾಲನೆ-ಜಿಲ್ಲಾಧಿಕಾರಿ ಡಾ.ರವಿ (1028, 407, 1501, 471)
office-address: ಕಛೇರಿ ವಿಳಾಸ : ಎಸ್.ಆರ್.ಬಿ ಕಾಂಪ್ಲೆಕ್ಸ್, 3ನೇ ಮಹಡಿ, ರಿಲ್ವೇ ಸ್ಟೇಷನ್ ಮುಖ್ಯರಸ್ತೆ, ಭದ್ರಸಾಗರನಗರ, ವಿ.ಸ್ಟ, ಚಿಕ್ಕಬಳ್ಳಾಪುರ. (1231, 233, 1489, 258)
masthead-tagline: ಕನ್ನಡಿಗರ ಜನಮನ ಸ್ಪಂದನ (525, 193, 646, 209)
gold-rate-box (38, 855, 261, 980)
